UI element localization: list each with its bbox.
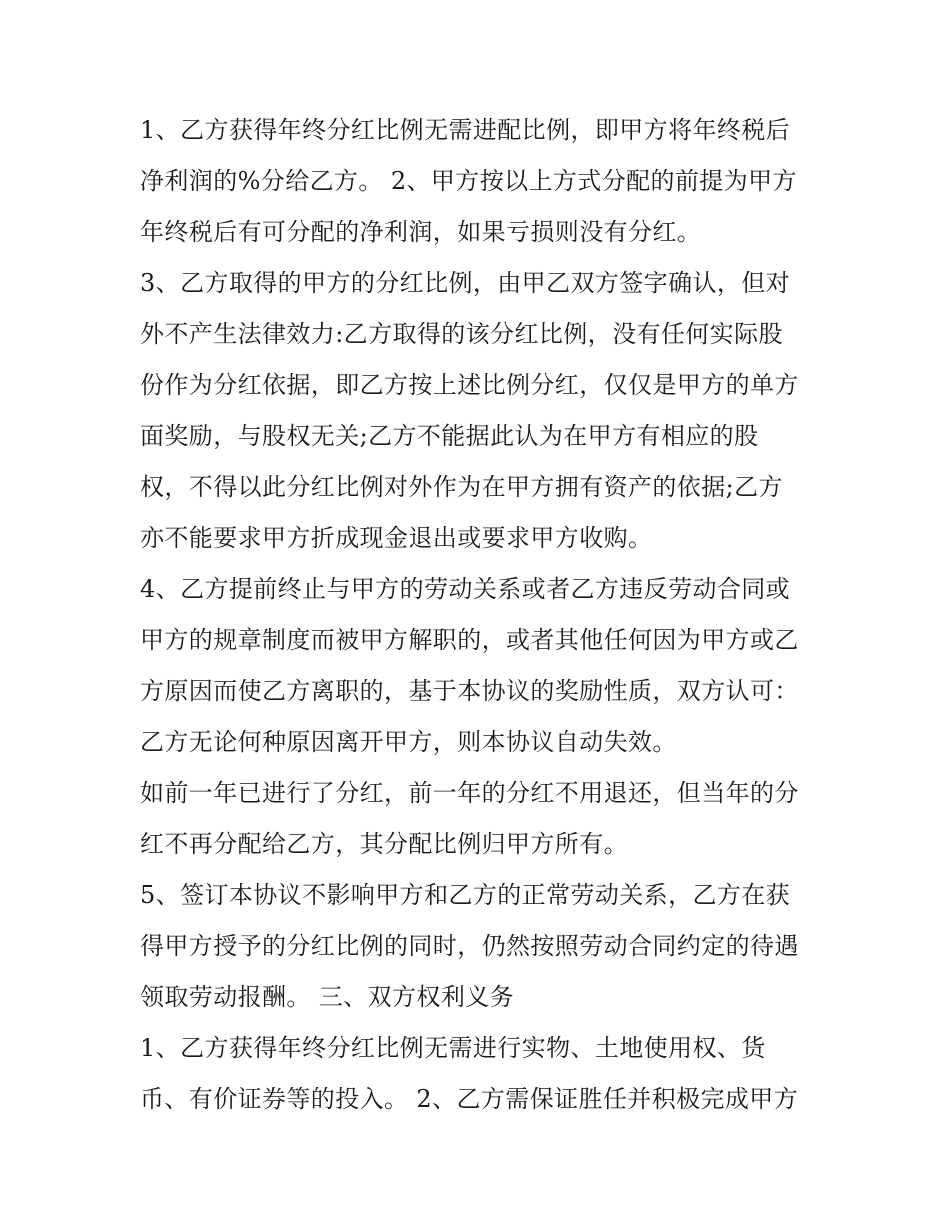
text-line: 5、签订本协议不影响甲方和乙方的正常劳动关系，乙方在获 xyxy=(140,881,791,909)
text-line: 乙方无论何种原因离开甲方，则本协议自动失效。 xyxy=(140,728,677,756)
text-line: 领取劳动报酬。 三、双方权利义务 xyxy=(140,983,515,1011)
text-line: 权，不得以此分红比例对外作为在甲方拥有资产的依据;乙方 xyxy=(140,473,783,501)
text-line: 红不再分配给乙方，其分配比例归甲方所有。 xyxy=(140,830,628,858)
text-line: 3、乙方取得的甲方的分红比例，由甲乙双方签字确认，但对 xyxy=(140,269,791,297)
text-line: 方原因而使乙方离职的，基于本协议的奖励性质，双方认可： xyxy=(140,677,799,705)
text-line: 甲方的规章制度而被甲方解职的，或者其他任何因为甲方或乙 xyxy=(140,626,799,654)
text-line: 年终税后有可分配的净利润，如果亏损则没有分红。 xyxy=(140,218,702,246)
text-line: 净利润的%分给乙方。 2、甲方按以上方式分配的前提为甲方 xyxy=(140,167,797,195)
text-line: 1、乙方获得年终分红比例无需进配比例，即甲方将年终税后 xyxy=(140,116,791,144)
text-line: 面奖励，与股权无关;乙方不能据此认为在甲方有相应的股 xyxy=(140,422,759,450)
text-line: 份作为分红依据，即乙方按上述比例分红，仅仅是甲方的单方 xyxy=(140,371,799,399)
text-line: 外不产生法律效力:乙方取得的该分红比例，没有任何实际股 xyxy=(140,320,783,348)
text-line: 1、乙方获得年终分红比例无需进行实物、土地使用权、货 xyxy=(140,1034,766,1062)
text-line: 亦不能要求甲方折成现金退出或要求甲方收购。 xyxy=(140,524,653,552)
text-line: 得甲方授予的分红比例的同时，仍然按照劳动合同约定的待遇 xyxy=(140,932,799,960)
text-line: 币、有价证券等的投入。 2、乙方需保证胜任并积极完成甲方 xyxy=(140,1085,799,1113)
text-line: 4、乙方提前终止与甲方的劳动关系或者乙方违反劳动合同或 xyxy=(140,575,791,603)
text-line: 如前一年已进行了分红，前一年的分红不用退还，但当年的分 xyxy=(140,779,799,807)
